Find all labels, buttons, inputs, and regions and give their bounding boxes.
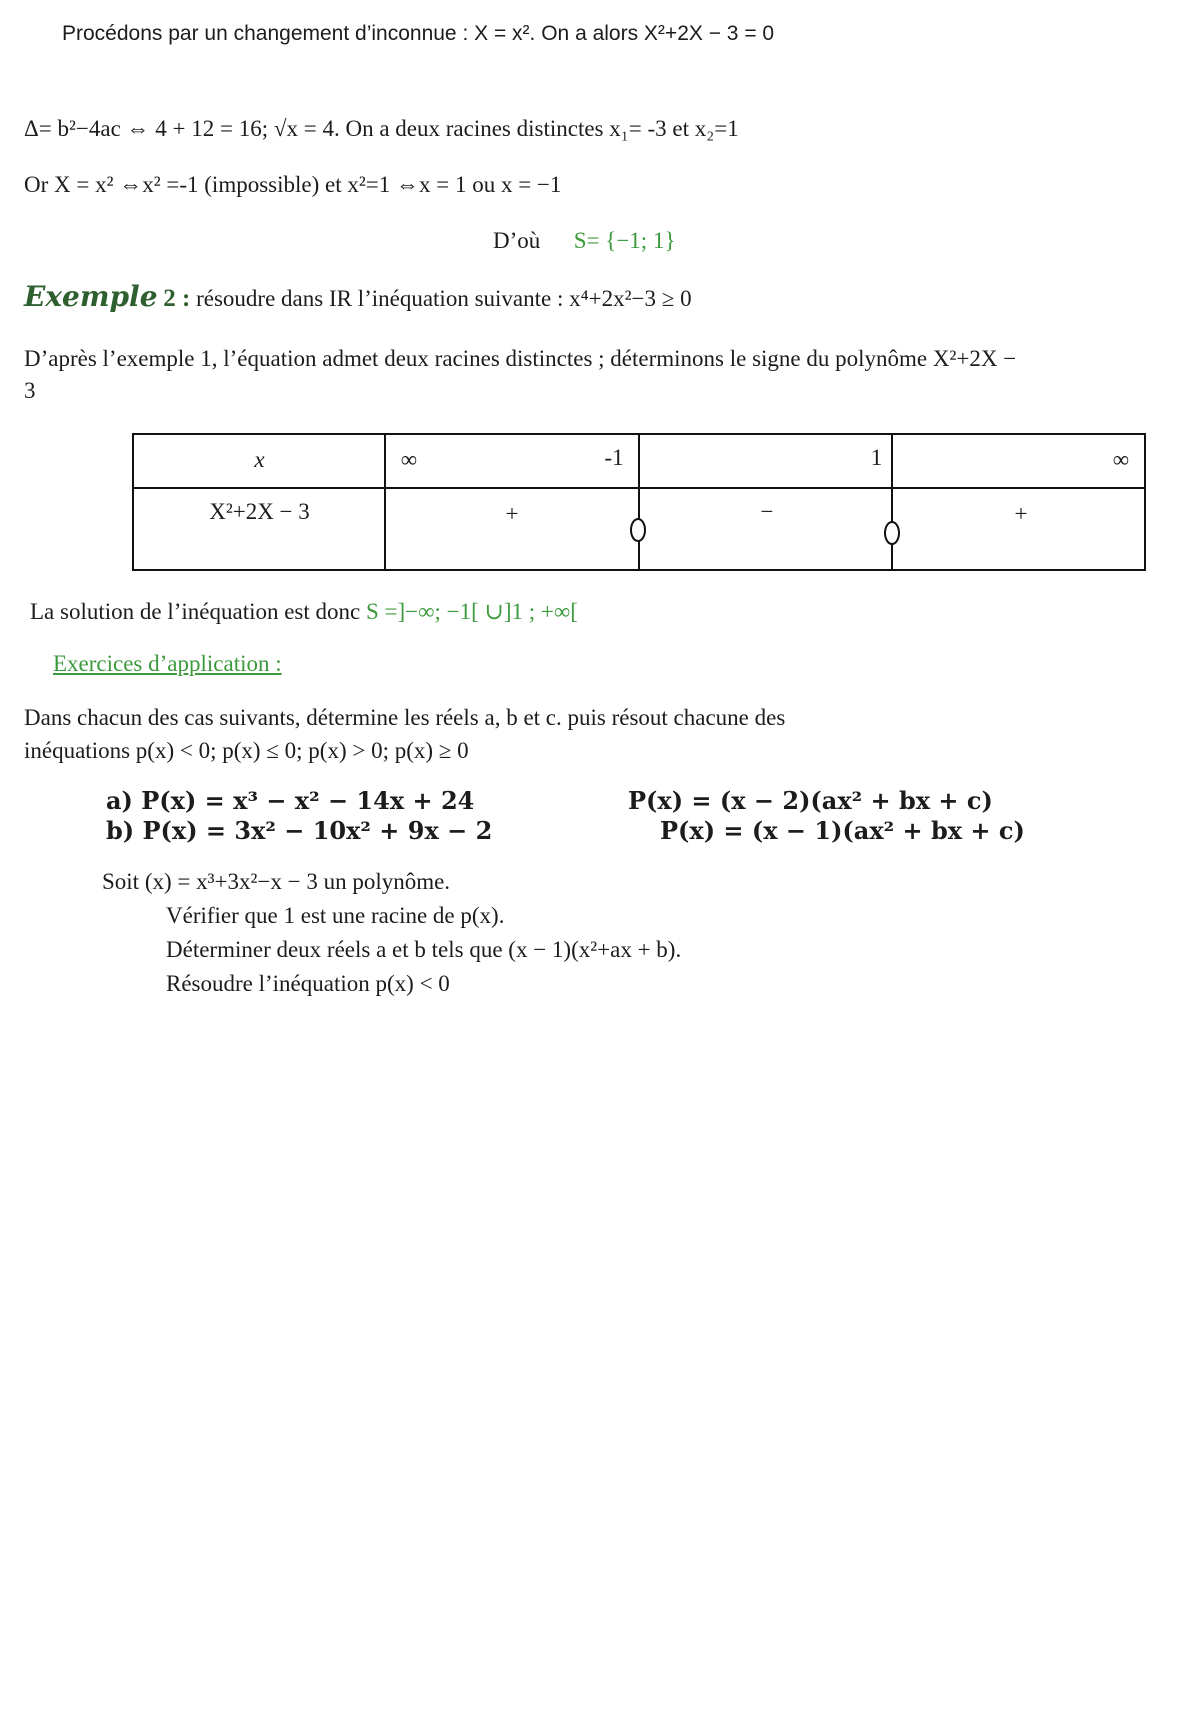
exercises-intro-2: inéquations p(x) < 0; p(x) ≤ 0; p(x) > 0; p(x) ≥ 0 [24,738,469,763]
table-sign: + [1014,501,1028,526]
exercises-title: Exercices d’application : [53,651,282,676]
exercise-soit: Soit (x) = x³+3x²−x − 3 un polynôme. [102,869,451,894]
example-explanation-2: 3 [24,378,36,403]
solution-set: S= {−1; 1} [573,228,676,253]
exercise-step-1: Vérifier que 1 est une racine de p(x). [166,903,505,928]
d-ou-label: D’où [493,228,541,253]
example2-heading [24,280,692,313]
table-x-value: ∞ [400,447,418,472]
table-x-value: 1 [870,445,883,470]
table-row-label: X²+2X − 3 [209,499,310,524]
delta-line: Δ= b²−4ac ⇔ 4 + 12 = 16; √x = 4. On a deux racines distinctes x₁= -3 et x₂=1 [24,116,739,141]
table-header-x: x [254,447,265,472]
exercise-b-right: P(x) = (x − 1)(ax² + bx + c) [660,816,1025,845]
example-title: Exemple [24,280,158,313]
example-text: résoudre dans IR l’inéquation suivante : x⁴+2x²−3 ≥ 0 [196,286,692,311]
example-explanation-1: D’après l’exemple 1, l’équation admet deux racines distinctes ; déterminons le signe du polynôme X²+2X − [24,346,1017,371]
table-sign: + [505,501,519,526]
sign-table [132,433,1146,571]
table-x-value: ∞ [1112,447,1130,472]
exercise-step-3: Résoudre l’inéquation p(x) < 0 [166,971,450,996]
table-sign: − [760,499,774,524]
exercise-a-left: a) P(x) = x³ − x² − 14x + 24 [106,786,475,815]
exercises-intro-1: Dans chacun des cas suivants, détermine les réels a, b et c. puis résout chacune des [24,705,786,730]
table-x-value: -1 [604,445,624,470]
exercise-a-right: P(x) = (x − 2)(ax² + bx + c) [628,786,993,815]
exercise-step-2: Déterminer deux réels a et b tels que (x − 1)(x²+ax + b). [166,937,682,962]
conclusion-text: La solution de l’inéquation est donc [30,599,366,624]
conclusion-set: S =]−∞; −1[ ∪]1 ; +∞[ [365,599,578,624]
or-line: Or X = x² ⇔x² =-1 (impossible) et x²=1 ⇔x = 1 ou x = −1 [24,172,562,197]
solution-line [493,228,675,254]
example-number: 2 : [163,285,191,312]
zero-marker [631,519,645,541]
conclusion-line [30,599,578,625]
intro-line: Procédons par un changement d’inconnue : X = x². On a alors X²+2X − 3 = 0 [62,22,775,45]
zero-marker [885,522,899,544]
exercise-b-left: b) P(x) = 3x² − 10x² + 9x − 2 [106,816,493,845]
